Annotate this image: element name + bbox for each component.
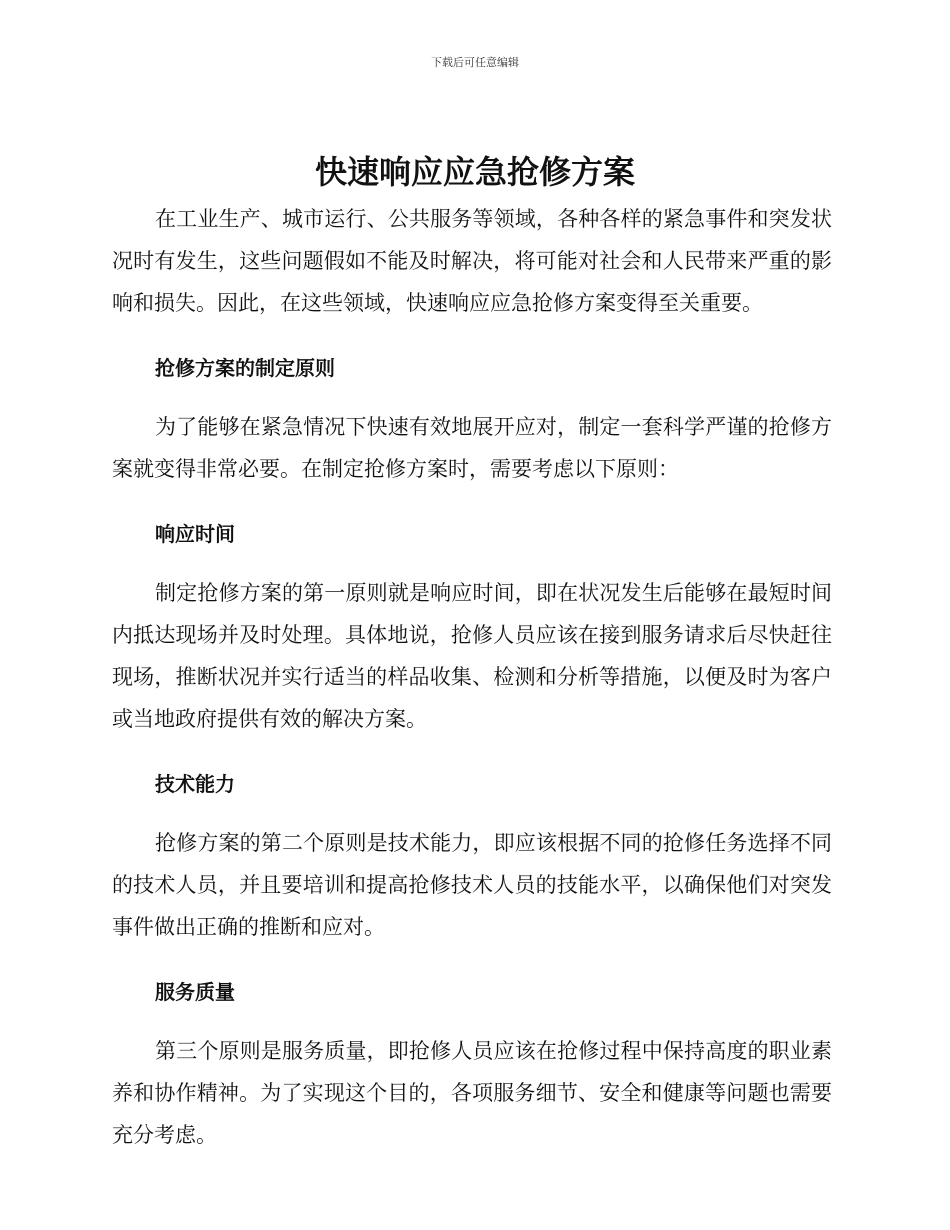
service-quality-heading: 服务质量 <box>155 980 235 1004</box>
technical-ability-paragraph: 抢修方案的第二个原则是技术能力，即应该根据不同的抢修任务选择不同的技术人员，并且要培训和提高抢修技术人员的技能水平，以确保他们对突发事件做出正确的推断和应对。 <box>112 831 832 939</box>
technical-ability-heading: 技术能力 <box>155 772 235 796</box>
principles-heading: 抢修方案的制定原则 <box>155 356 335 380</box>
intro-paragraph: 在工业生产、城市运行、公共服务等领域，各种各样的紧急事件和突发状况时有发生，这些问题假如不能及时解决，将可能对社会和人民带来严重的影响和损失。因此，在这些领域，快速响应应急抢修方案变得至关重要。 <box>112 207 832 315</box>
document-title: 快速响应应急抢修方案 <box>314 153 635 191</box>
page-header-note: 下载后可任意编辑 <box>431 56 519 69</box>
document-body <box>112 198 832 1180</box>
response-time-heading: 响应时间 <box>155 522 235 546</box>
principles-paragraph: 为了能够在紧急情况下快速有效地展开应对，制定一套科学严谨的抢修方案就变得非常必要。在制定抢修方案时，需要考虑以下原则： <box>112 415 832 481</box>
response-time-paragraph: 制定抢修方案的第一原则就是响应时间，即在状况发生后能够在最短时间内抵达现场并及时处理。具体地说，抢修人员应该在接到服务请求后尽快赶往现场，推断状况并实行适当的样品收集、检测和分析等措施，以便及时为客户或当地政府提供有效的解决方案。 <box>112 581 832 731</box>
service-quality-paragraph: 第三个原则是服务质量，即抢修人员应该在抢修过程中保持高度的职业素养和协作精神。为了实现这个目的，各项服务细节、安全和健康等问题也需要充分考虑。 <box>112 1039 832 1147</box>
